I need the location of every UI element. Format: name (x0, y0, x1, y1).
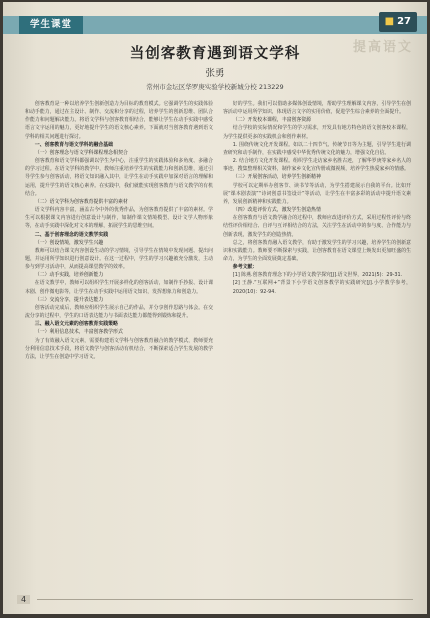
right-paragraph: 结合学校的实际情况和学生的学习需求，开发具有地方特色的语文创客校本课程，为学生提供更多的实践机会和创作素材。 (223, 125, 411, 140)
right-paragraph: 1. 围绕传统文化开发课程。如以二十四节气、传统节日等为主题，引导学生进行调查研究和动手制作，在实践中感受中华优秀传统文化的魅力，增强文化自信。 (223, 141, 411, 156)
right-references-heading: 参考文献： (232, 264, 258, 271)
left-heading: （二）动手实践，培养创新能力 (34, 272, 104, 279)
journal-page (3, 2, 427, 614)
footer-page-number: 4 (17, 595, 30, 604)
left-paragraph: 教师可以结合课文内容创设生动的学习情境，引导学生在情境中发现问题、提出问题，并运用所学知识进行创意设计。在这一过程中，学生的学习兴趣被充分激发，主动参与到学习活动中，从而提高课堂教学的效率。 (25, 247, 213, 271)
left-heading: （一）创客理念与语文学科课程理念相契合 (34, 149, 128, 156)
article-author: 张勇 (205, 68, 225, 79)
left-heading: 三、融入语文元素的创客教育实践策略 (34, 321, 118, 328)
left-paragraph: 为了有效融入语文元素，需要构建语文学科与创客教育融合的教学模式，教师要充分利用信息技术手段，将语文教学与创客活动有机结合，不断探索适合学生发展的教学方法，让学生在创造中学习语文。 (25, 337, 213, 360)
left-column (25, 100, 213, 588)
right-paragraph: 在创客教育与语文教学融合的过程中，教师应改进评价方式，采用过程性评价与终结性评价相结合、自评与互评相结合的方法，关注学生在活动中的参与度、合作能力与创新表现，激发学生的创造热情。 (223, 215, 411, 238)
ghost-title: 提高语文 (352, 40, 413, 55)
page-number: 27 (397, 16, 411, 27)
right-paragraph: 总之，将创客教育融入语文教学，有助于激发学生的学习兴趣，培养学生的创新意识和实践能力。教师要不断探索与实践，让创客教育在语文课堂上焕发出更加旺盛的生命力，为学生的全面发展奠定基础。 (223, 239, 411, 262)
badge-mark-icon: ■ (384, 16, 395, 27)
right-paragraph: 2. 结合地方文化开发课程。组织学生走访家乡名胜古迹，了解华罗庚等家乡名人的事迹，搜集整理相关资料，制作家乡文化宣传册或微视频，培养学生热爱家乡的情感。 (223, 158, 411, 173)
left-paragraph: 创客教育是一种以培养学生创新创造力为目标的教育模式。它强调学生的实践体验和动手能力，通过在主设计、制作、交流和分享的过程，培养学生的创新思维、团队合作能力和问题解决能力。将语文学科与创客教育相结合，能够让学生在动手实践中感受语言文字运用的魅力，更好地提升学生的语文核心素养。下面就对当创客教育遇到语文学科的相关问题进行探讨。 (25, 101, 213, 140)
left-heading: 一、创客教育与语文学科的融合基础 (34, 141, 114, 148)
footer-rule (37, 599, 413, 600)
right-reference: [1] 陈燕.创客教育理念下的小学语文教学探究[J].语文世界，2021(5)：29-31. (232, 272, 403, 279)
right-column (223, 100, 411, 588)
right-heading: （二）开发校本课程，丰富创客资源 (232, 117, 312, 124)
right-heading: （三）开展创客活动，培养学生创新精神 (232, 174, 321, 181)
left-paragraph: 语文学科内容丰富，涵盖古今中外的优秀作品，为创客教育提供了丰富的素材。学生可以根据课文内容进行创意设计与制作，如制作课文情境模型、设计文学人物形象等，在动手实践中深化对文本的理解，拓展学生的思维空间。 (25, 207, 213, 230)
right-reference: [2] 王静.“互联网+”背景下小学语文创客教学的实践研究[J].小学教学参考，2020(10)：92-94. (232, 280, 411, 295)
article-title: 当创客教育遇到语文学科 (129, 46, 301, 62)
left-heading: 二、基于创客理念的语文教学实践 (34, 231, 109, 238)
section-label: 学生课堂 (19, 16, 83, 34)
right-paragraph: 好的学生。我们可以借助多媒体创设情境，帮助学生理解课文内容，引导学生在创客活动中运用所学知识，体现语言文字的实用价值，促进学生综合素养的全面提升。 (223, 101, 411, 116)
right-heading: （四）改进评价方式，激发学生创造热情 (232, 207, 321, 214)
left-heading: （二）语文学科为创客教育提供丰富的素材 (34, 198, 128, 205)
left-heading: （三）交流分享，提升表达能力 (34, 296, 104, 303)
article-affiliation: 常州市金坛区华罗庚实验学校新城分校 213229 (146, 83, 284, 91)
left-heading: （一）创设情境，激发学生兴趣 (34, 239, 104, 246)
left-paragraph: 创客活动完成后，教师应组织学生展示自己的作品，并分享创作思路与体会。在交流分享的过程中，学生的口语表达能力与书面表达能力都能得到锻炼和提升。 (25, 304, 213, 320)
right-paragraph: 学校可以定期举办创客节、读书节等活动，为学生搭建展示自我的平台。比如开展“课本剧表演”“诗词创意书签设计”等活动，让学生在丰富多彩的活动中提升语文素养，发展创新精神和实践能力。 (223, 182, 411, 205)
left-paragraph: 在语文教学中，教师可以组织学生开展多样化的创客活动，如制作手抄报、设计课本剧、创作微电影等，让学生在动手实践中运用语文知识，发挥想象力和创造力。 (25, 280, 213, 295)
left-heading: （一）利用信息技术，丰富创客教学形式 (34, 329, 123, 336)
page-number-badge (379, 12, 417, 32)
left-paragraph: 创客教育和语文学科都强调以学生为中心，注重学生的实践体验和多角度、多融合的学习过程。在语文学科的教学中，教师注重培养学生的实践能力和创新思维，通过引导学生参与创客活动，将语文知识融入其中，让学生在动手实践中加深对语言的理解和运用，提升学生的语文核心素养。在实践中，我们就能实现创客教育与语文教学的有机结合。 (25, 158, 213, 197)
